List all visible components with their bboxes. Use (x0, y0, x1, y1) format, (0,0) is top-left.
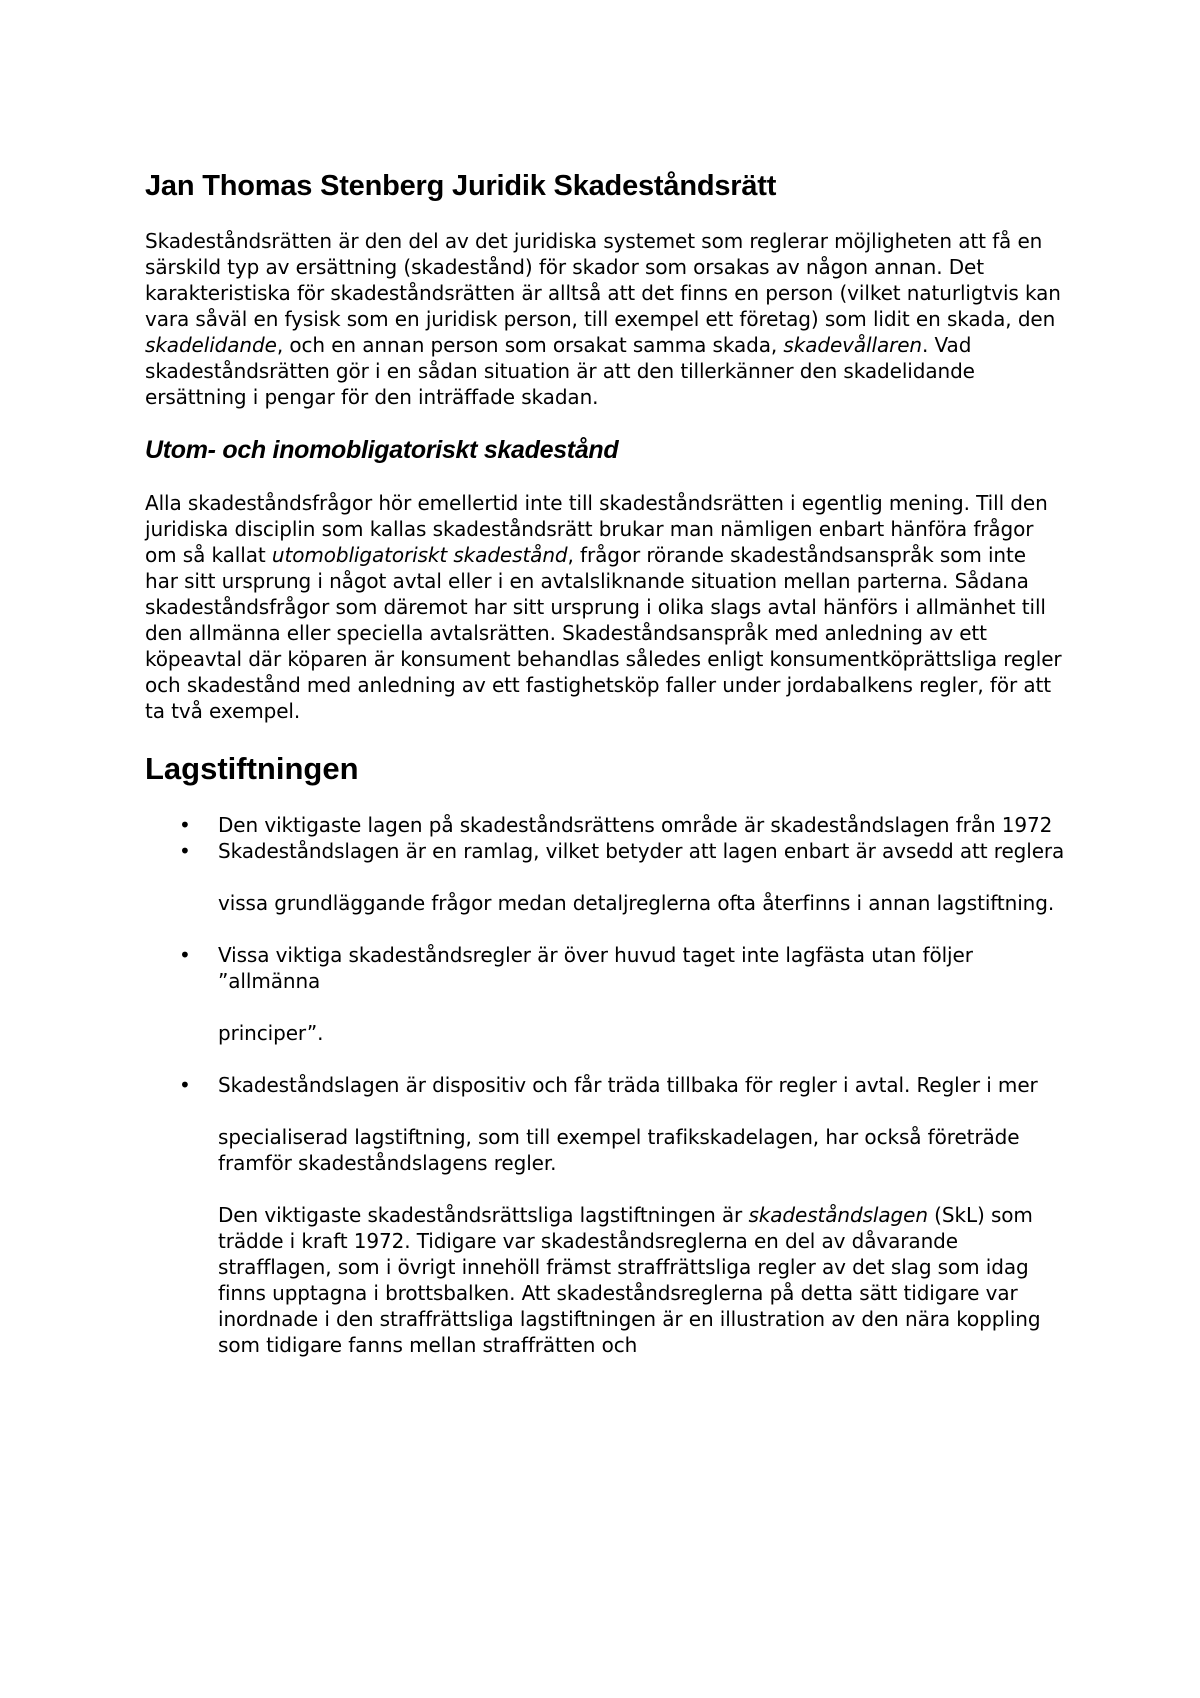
intro-text-3: . Vad skadeståndsrätten gör i en sådan situation är att den tillerkänner den skadelidande ersättning i pengar för den inträffade skadan. (145, 333, 975, 409)
document-page (145, 168, 1065, 1358)
legislation-list (145, 1072, 1065, 1098)
section1-paragraph (145, 490, 1065, 724)
section-heading-obligatory: Utom- och inomobligatoriskt skadestånd (145, 436, 619, 464)
intro-paragraph (145, 228, 1065, 410)
final-emphasis-1: skadeståndslagen (748, 1203, 928, 1227)
bullet-icon: • (179, 839, 191, 863)
legislation-list (145, 812, 1065, 864)
intro-text-1: Skadeståndsrätten är den del av det juridiska systemet som reglerar möjligheten att få en särskild typ av ersättning (skadestånd) för skador som orsakas av någon annan. Det karakteristiska för skadeståndsrätten är alltså att det finns en person (vilket naturligtvis kan vara såväl en fysisk som en juridisk person, till exempel ett företag) som lidit en skada, den (145, 229, 1061, 331)
legislation-list (145, 942, 1065, 994)
section1-text-2: , frågor rörande skadeståndsanspråk som inte har sitt ursprung i något avtal eller i en avtalsliknande situation mellan parterna. Sådana skadeståndsfrågor som däremot har sitt ursprung i olika slags avtal hänförs i allmänhet till den allmänna eller speciella avtalsrätten. Skadeståndsanspråk med anledning av ett köpeavtal där köparen är konsument behandlas således enligt konsumentköprättsliga regler och skadestånd med anledning av ett fastighetsköp faller under jordabalkens regler, för att ta två exempel. (145, 543, 1062, 723)
list-item (145, 1072, 1065, 1098)
list-item-text: Skadeståndslagen är dispositiv och får träda tillbaka för regler i avtal. Regler i mer (218, 1073, 1038, 1097)
list-item-text: Den viktigaste lagen på skadeståndsrättens område är skadeståndslagen från 1972 (218, 813, 1053, 837)
intro-emphasis-2: skadevållaren (783, 333, 923, 357)
list-item-text: Vissa viktiga skadeståndsregler är över huvud taget inte lagfästa utan följer ”allmänna (218, 943, 973, 993)
document-title: Jan Thomas Stenberg Juridik Skadeståndsrätt (145, 170, 777, 202)
section-heading-legislation: Lagstiftningen (145, 751, 359, 786)
final-text-2: (SkL) som trädde i kraft 1972. Tidigare var skadeståndsreglerna en del av dåvarande strafflagen, som i övrigt innehöll främst straffrättsliga regler av det slag som idag finns upptagna i brottsbalken. Att skadeståndsreglerna på detta sätt tidigare var inordnade i den straffrättsliga lagstiftningen är en illustration av den nära koppling som tidigare fanns mellan straffrätten och (218, 1203, 1041, 1357)
legislation-paragraph (145, 1202, 1065, 1358)
section1-text-1: Alla skadeståndsfrågor hör emellertid inte till skadeståndsrätten i egentlig mening. Till den juridiska disciplin som kallas skadeståndsrätt brukar man nämligen enbart hänföra frågor om så kallat (145, 491, 1048, 567)
list-item-continuation: vissa grundläggande frågor medan detaljreglerna ofta återfinns i annan lagstiftning. (218, 891, 1055, 915)
bullet-icon: • (179, 943, 191, 967)
intro-emphasis-1: skadelidande (145, 333, 277, 357)
list-item-continuation: principer”. (218, 1021, 324, 1045)
list-item-continuation: specialiserad lagstiftning, som till exempel trafikskadelagen, har också företräde framför skadeståndslagens regler. (218, 1125, 1020, 1175)
list-item-text: Skadeståndslagen är en ramlag, vilket betyder att lagen enbart är avsedd att reglera (218, 839, 1065, 863)
intro-text-2: , och en annan person som orsakat samma skada, (276, 333, 784, 357)
bullet-icon: • (179, 813, 191, 837)
section1-emphasis-1: utomobligatoriskt skadestånd (271, 543, 568, 567)
bullet-icon: • (179, 1073, 191, 1097)
list-item (145, 838, 1065, 864)
list-item (145, 812, 1065, 838)
final-text-1: Den viktigaste skadeståndsrättsliga lagstiftningen är (218, 1203, 749, 1227)
list-item (145, 942, 1065, 994)
